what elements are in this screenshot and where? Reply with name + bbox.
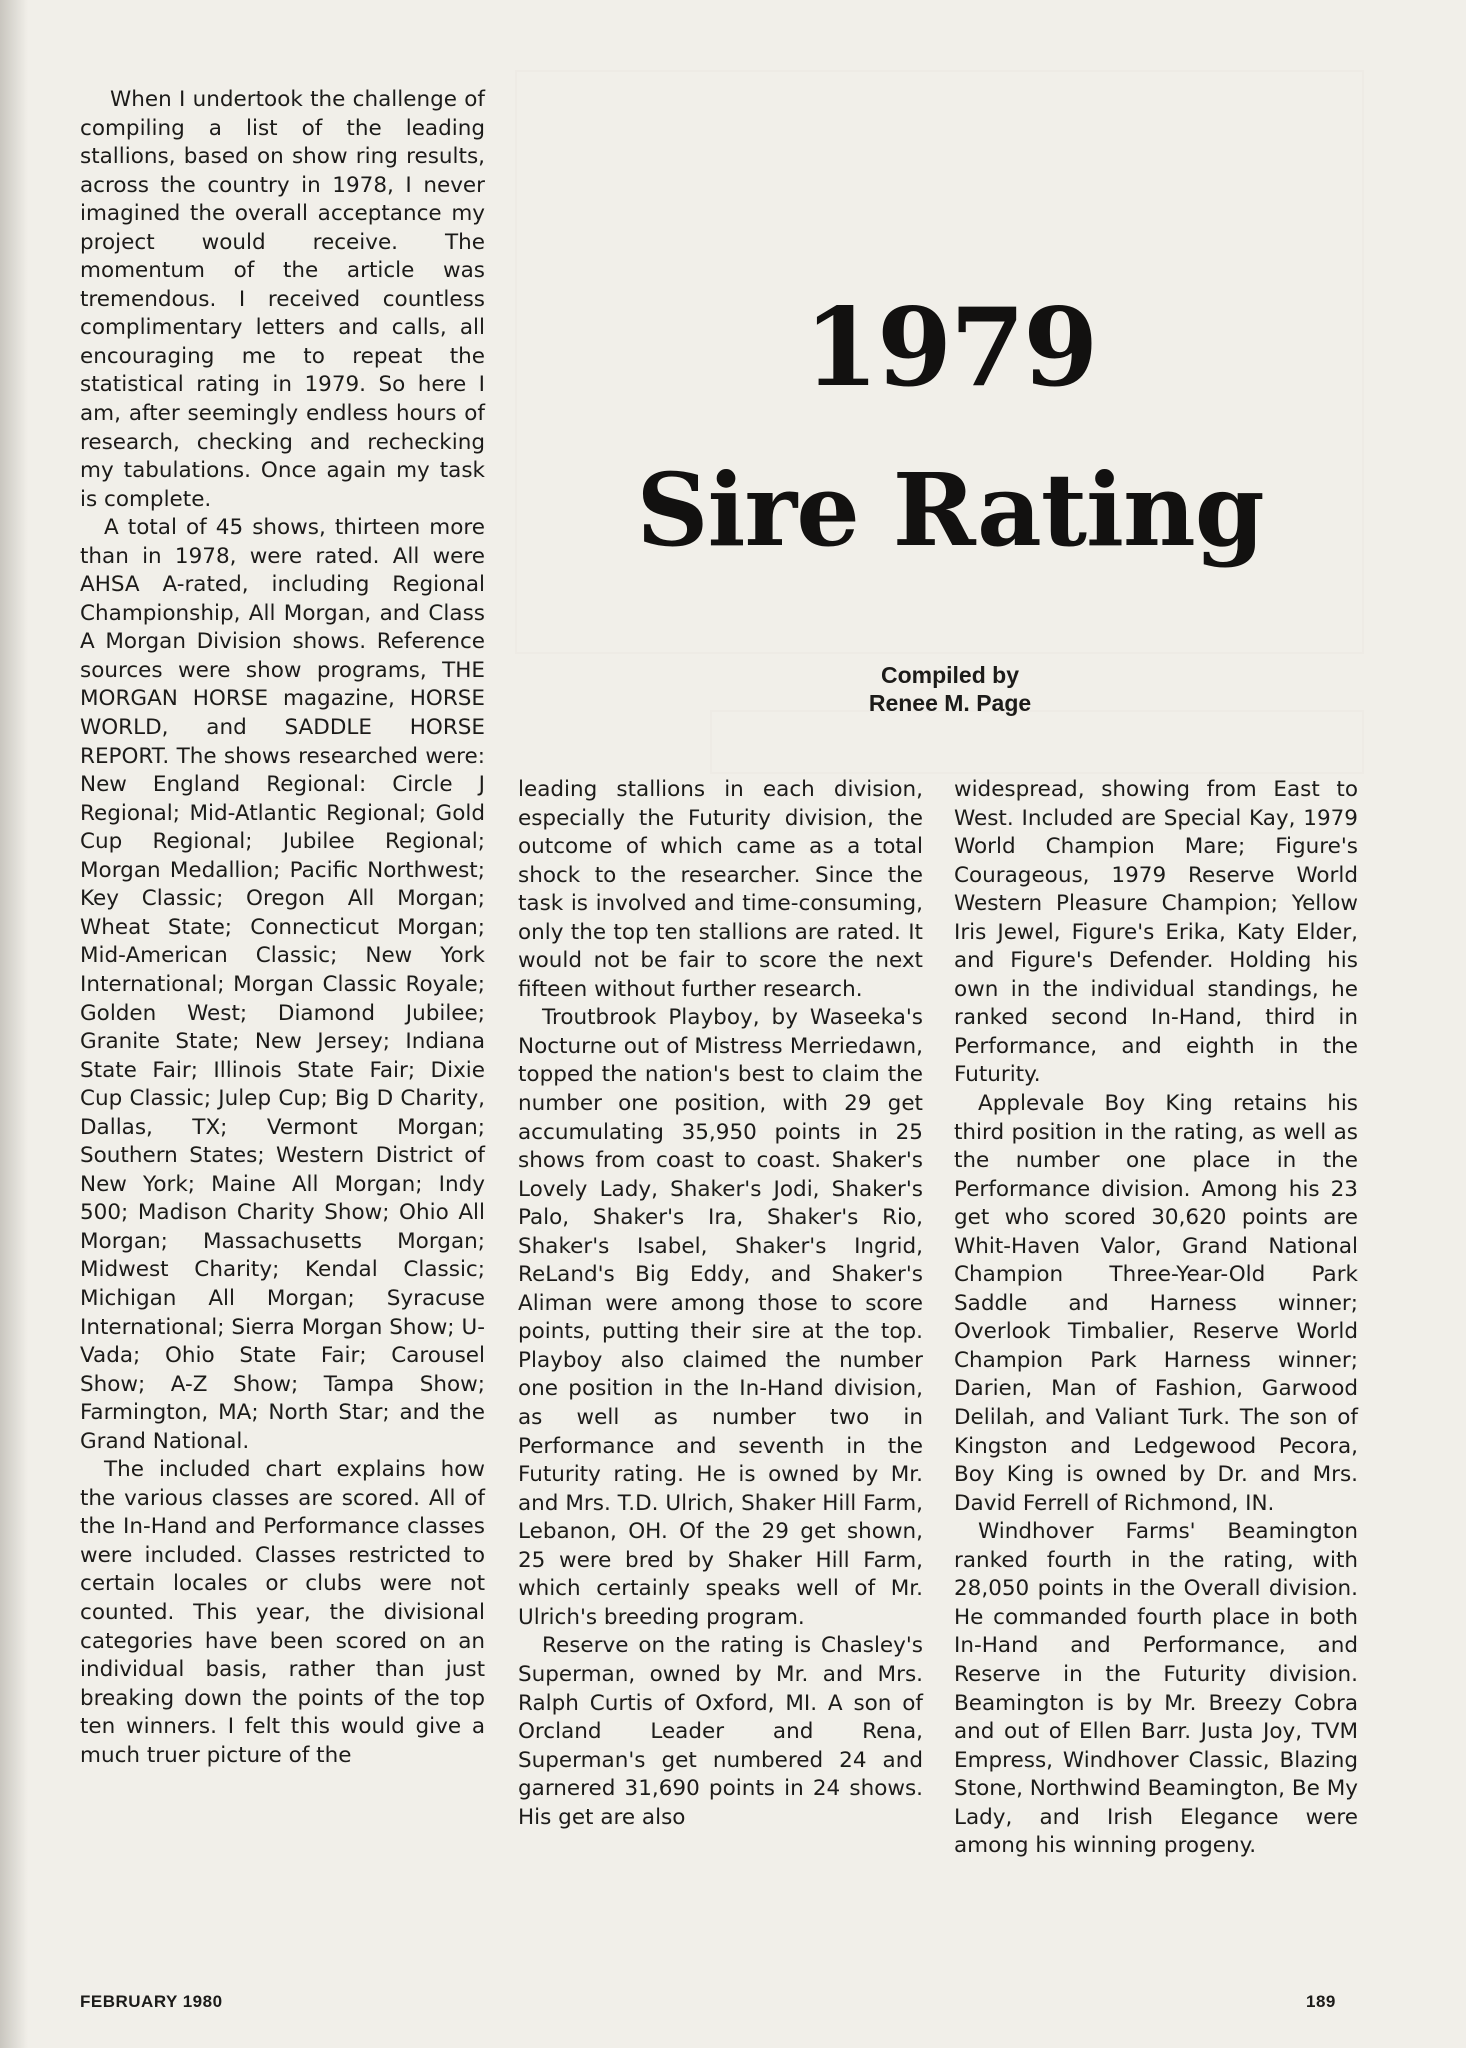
body-column-1 <box>80 86 485 1770</box>
paragraph: leading stallions in each division, especially the Futurity division, the outcome of which came as a total shock to the researcher. Since the task is involved and time-consuming, only the top ten stallions are rated. It would not be fair to score the next fifteen without further research. <box>518 777 923 1002</box>
paragraph: Reserve on the rating is Chasley's Superman, owned by Mr. and Mrs. Ralph Curtis of Oxford, MI. A son of Orcland Leader and Rena, Superman's get numbered 24 and garnered 31,690 points in 24 shows. His get are also <box>518 1633 923 1830</box>
show-through-box <box>710 710 1364 774</box>
byline-label: Compiled by <box>880 662 1019 688</box>
paragraph: Applevale Boy King retains his third position in the rating, as well as the number one place in the Performance division. Among his 23 get who scored 30,620 points are Whit-Haven Valor, Grand National Champion Three-Year-Old Park Saddle and Harness winner; Overlook Timbalier, Reserve World Champion Park Harness winner; Darien, Man of Fashion, Garwood Delilah, and Valiant Turk. The son of Kingston and Ledgewood Pecora, Boy King is owned by Dr. and Mrs. David Ferrell of Richmond, IN. <box>954 1091 1358 1516</box>
byline-author: Renee M. Page <box>868 690 1032 716</box>
paragraph: A total of 45 shows, thirteen more than in 1978, were rated. All were AHSA A-rated, including Regional Championship, All Morgan, and Class A Morgan Division shows. Reference sources were show programs, THE MORGAN HORSE magazine, HORSE WORLD, and SADDLE HORSE REPORT. The shows researched were: New England Regional: Circle J Regional; Mid-Atlantic Regional; Gold Cup Regional; Jubilee Regional; Morgan Medallion; Pacific Northwest; Key Classic; Oregon All Morgan; Wheat State; Connecticut Morgan; Mid-American Classic; New York International; Morgan Classic Royale; Golden West; Diamond Jubilee; Granite State; New Jersey; Indiana State Fair; Illinois State Fair; Dixie Cup Classic; Julep Cup; Big D Charity, Dallas, TX; Vermont Morgan; Southern States; Western District of New York; Maine All Morgan; Indy 500; Madison Charity Show; Ohio All Morgan; Massachusetts Morgan; Midwest Charity; Kendal Classic; Michigan All Morgan; Syracuse International; Sierra Morgan Show; U-Vada; Ohio State Fair; Carousel Show; A-Z Show; Tampa Show; Farmington, MA; North Star; and the Grand National. <box>80 515 485 1454</box>
paragraph: When I undertook the challenge of compiling a list of the leading stallions, based on show ring results, across the country in 1978, I never imagined the overall acceptance my project would receive. The momentum of the article was tremendous. I received countless complimentary letters and calls, all encouraging me to repeat the statistical rating in 1979. So here I am, after seemingly endless hours of research, checking and rechecking my tabulations. Once again my task is complete. <box>80 87 485 512</box>
page-number: 189 <box>1306 1992 1336 2011</box>
paragraph: The included chart explains how the various classes are scored. All of the In-Hand and Performance classes were included. Classes restricted to certain locales or clubs were not counted. This year, the divisional categories have been scored on an individual basis, rather than just breaking down the points of the top ten winners. I felt this would give a much truer picture of the <box>80 1457 485 1768</box>
paragraph: Troutbrook Playboy, by Waseeka's Nocturne out of Mistress Merriedawn, topped the nation's best to claim the number one position, with 29 get accumulating 35,950 points in 25 shows from coast to coast. Shaker's Lovely Lady, Shaker's Jodi, Shaker's Palo, Shaker's Ira, Shaker's Rio, Shaker's Isabel, Shaker's Ingrid, ReLand's Big Eddy, and Shaker's Aliman were among those to score points, putting their sire at the top. Playboy also claimed the number one position in the In-Hand division, as well as number two in Performance and seventh in the Futurity rating. He is owned by Mr. and Mrs. T.D. Ulrich, Shaker Hill Farm, Lebanon, OH. Of the 29 get shown, 25 were bred by Shaker Hill Farm, which certainly speaks well of Mr. Ulrich's breeding program. <box>518 1005 923 1630</box>
body-column-2 <box>518 776 923 1832</box>
paragraph: Windhover Farms' Beamington ranked fourth in the rating, with 28,050 points in the Overall division. He commanded fourth place in both In-Hand and Performance, and Reserve in the Futurity division. Beamington is by Mr. Breezy Cobra and out of Ellen Barr. Justa Joy, TVM Empress, Windhover Classic, Blazing Stone, Northwind Beamington, Be My Lady, and Irish Elegance were among his winning progeny. <box>954 1519 1358 1859</box>
body-column-3 <box>954 776 1358 1861</box>
footer-date: FEBRUARY 1980 <box>80 1992 223 2011</box>
article-title-year: 1979 <box>803 285 1097 411</box>
paragraph: widespread, showing from East to West. Included are Special Kay, 1979 World Champion Mare; Figure's Courageous, 1979 Reserve World Western Pleasure Champion; Yellow Iris Jewel, Figure's Erika, Katy Elder, and Figure's Defender. Holding his own in the individual standings, he ranked second In-Hand, third in Performance, and eighth in the Futurity. <box>954 777 1358 1088</box>
article-title: Sire Rating <box>636 451 1264 569</box>
page-gutter-shadow <box>0 0 28 2048</box>
